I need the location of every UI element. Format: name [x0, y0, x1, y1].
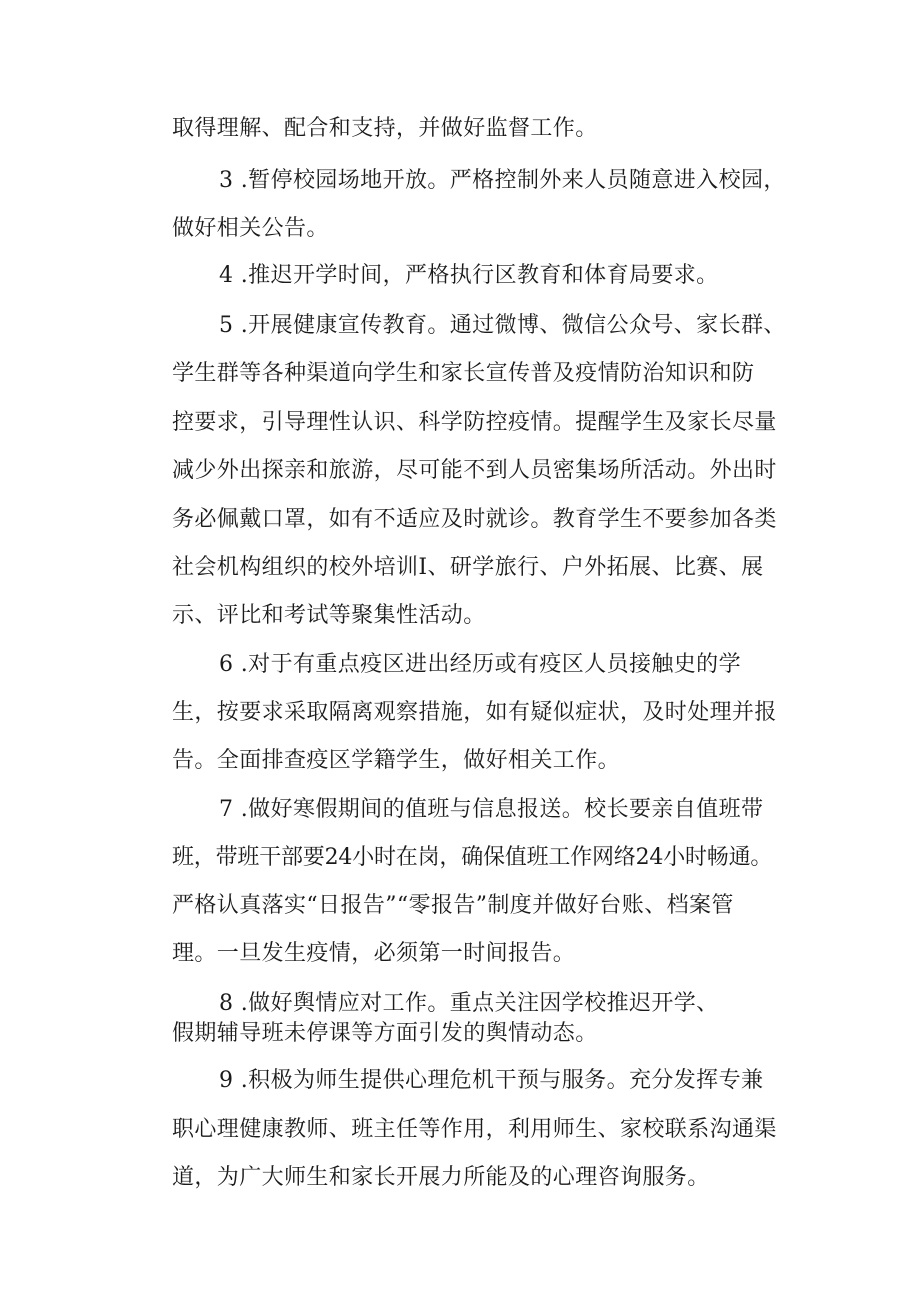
item-7-line: 7 .做好寒假期间的值班与信息报送。校长要亲自值班带 — [219, 797, 764, 822]
item-4-line: 4 .推迟开学时间，严格执行区教育和体育局要求。 — [219, 263, 719, 288]
text-line: 控要求，引导理性认识、科学防控疫情。提醒学生及家长尽量 — [172, 410, 777, 435]
item-3-line: 3 .暂停校园场地开放。严格控制外来人员随意进入校园， — [219, 168, 786, 193]
text-line: 社会机构组织的校外培训I、研学旅行、户外拓展、比赛、展 — [172, 555, 764, 580]
text-line: 生，按要求采取隔离观察措施，如有疑似症状，及时处理并报 — [172, 700, 777, 725]
text-line: 减少外出探亲和旅游，尽可能不到人员密集场所活动。外出时 — [172, 458, 777, 483]
text-line: 道，为广大师生和家长开展力所能及的心理咨询服务。 — [172, 1165, 710, 1190]
text-line: 务必佩戴口罩，如有不适应及时就诊。教育学生不要参加各类 — [172, 507, 777, 532]
text-line: 告。全面排查疫区学籍学生，做好相关工作。 — [172, 748, 621, 773]
item-9-line: 9 .积极为师生提供心理危机干预与服务。充分发挥专兼 — [219, 1068, 764, 1093]
text-line: 理。一旦发生疫情，必须第一时间报告。 — [172, 941, 576, 966]
text-line: 取得理解、配合和支持，并做好监督工作。 — [172, 116, 598, 141]
item-6-line: 6 .对于有重点疫区进出经历或有疫区人员接触史的学 — [219, 652, 741, 677]
item-5-line: 5 .开展健康宣传教育。通过微博、微信公众号、家长群、 — [219, 313, 786, 338]
text-line: 做好相关公告。 — [172, 216, 329, 241]
text-line: 职心理健康教师、班主任等作用，利用师生、家校联系沟通渠 — [172, 1117, 777, 1142]
text-line: 假期辅导班未停课等方面引发的舆情动态。 — [172, 1021, 598, 1046]
text-line: 学生群等各种渠道向学生和家长宣传普及疫情防治知识和防 — [172, 361, 755, 386]
text-line: 示、评比和考试等聚集性活动。 — [172, 603, 486, 628]
item-8-line: 8 .做好舆情应对工作。重点关注因学校推迟开学、 — [219, 991, 719, 1016]
text-line: 班，带班干部要24小时在岗，确保值班工作网络24小时畅通。 — [172, 845, 773, 870]
text-line: 严格认真落实“日报告”“零报告”制度并做好台账、档案管 — [172, 893, 734, 918]
